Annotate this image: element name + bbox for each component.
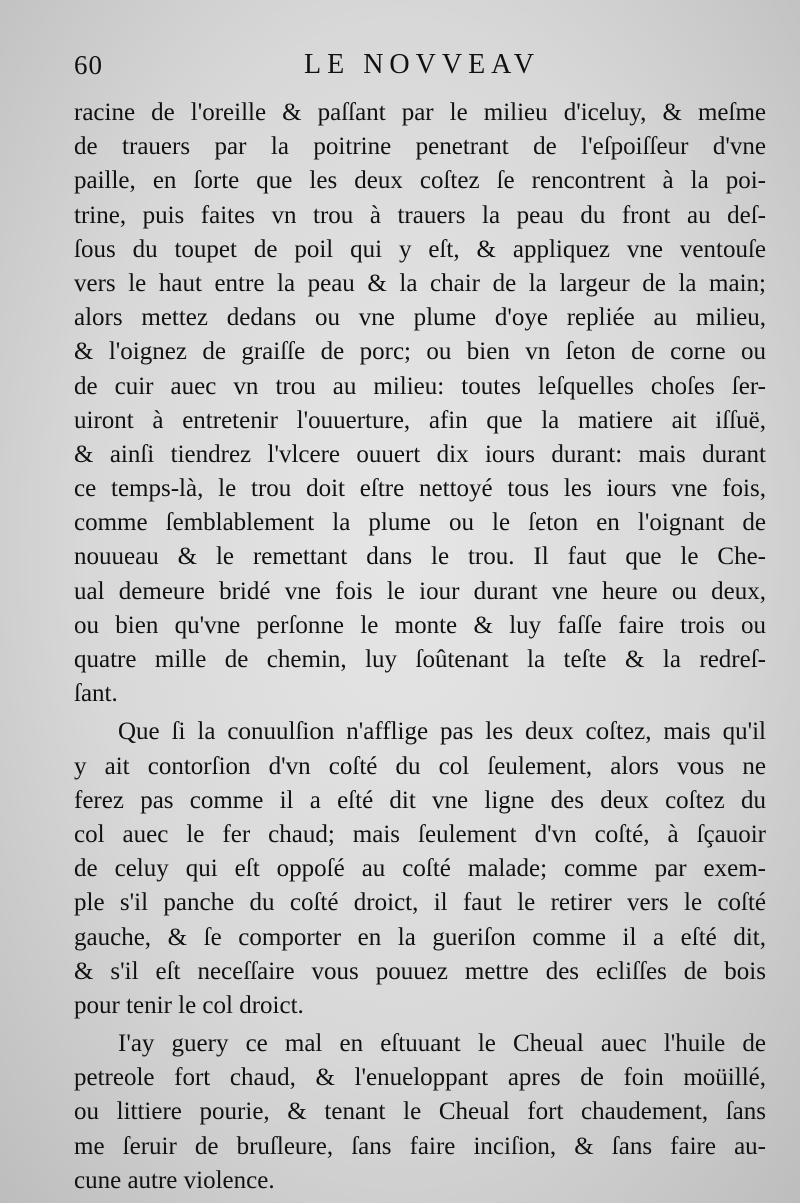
text-line: nouueau & le remettant dans le trou. Il faut que le Che-	[74, 543, 766, 571]
text-line: paille, en ſorte que les deux coſtez ſe rencontrent à la poi-	[74, 167, 766, 195]
page-number: 60	[74, 50, 103, 80]
text-line: trine, puis faites vn trou à trauers la peau du front au deſ-	[74, 201, 766, 229]
text-line: Que ſi la conuulſion n'afflige pas les deux coſtez, mais qu'il	[118, 718, 766, 746]
text-line: alors mettez dedans ou vne plume d'oye repliée au milieu,	[74, 304, 766, 332]
text-line: comme ſemblablement la plume ou le ſeton en l'oignant de	[74, 509, 766, 537]
paragraph-1	[74, 96, 766, 711]
text-line: petreole fort chaud, & l'enueloppant apres de foin moüillé,	[74, 1064, 766, 1092]
running-head: LE NOVVEAV	[303, 49, 541, 80]
body-text	[74, 96, 766, 1198]
text-line: de celuy qui eſt oppoſé au coſté malade; comme par exem-	[74, 855, 766, 883]
text-line: I'ay guery ce mal en eſtuuant le Cheual auec l'huile de	[118, 1030, 766, 1058]
text-line: cune autre violence.	[74, 1166, 275, 1194]
text-line: y ait contorſion d'vn coſté du col ſeulement, alors vous ne	[74, 752, 766, 780]
text-line: col auec le fer chaud; mais ſeulement d'vn coſté, à ſçauoir	[74, 820, 766, 848]
text-line: vers le haut entre la peau & la chair de la largeur de la main;	[74, 269, 766, 297]
text-line: gauche, & ſe comporter en la gueriſon comme il a eſté dit,	[74, 923, 766, 951]
text-line: uiront à entretenir l'ouuerture, afin que la matiere ait iſſuë,	[74, 406, 766, 434]
text-line: pour tenir le col droict.	[74, 991, 304, 1019]
text-line: me ſeruir de bruſleure, ſans faire inciſion, & ſans faire au-	[74, 1132, 766, 1160]
text-line: ce temps-là, le trou doit eſtre nettoyé tous les iours vne fois,	[74, 475, 766, 503]
text-line: & s'il eſt neceſſaire vous pouuez mettre des ecliſſes de bois	[74, 957, 766, 985]
paragraph-3	[74, 1027, 766, 1198]
text-line: de trauers par la poitrine penetrant de l'eſpoiſſeur d'vne	[74, 133, 766, 161]
text-line: ou bien qu'vne perſonne le monte & luy faſſe faire trois ou	[74, 611, 766, 639]
text-line: & ainſi tiendrez l'vlcere ouuert dix iours durant: mais durant	[74, 440, 766, 468]
text-line: ſant.	[74, 680, 118, 708]
text-line: ferez pas comme il a eſté dit vne ligne des deux coſtez du	[74, 786, 766, 814]
paragraph-2	[74, 715, 766, 1023]
text-line: racine de l'oreille & paſſant par le milieu d'iceluy, & meſme	[74, 99, 766, 126]
text-line: ual demeure bridé vne fois le iour durant vne heure ou deux,	[74, 577, 766, 605]
text-line: quatre mille de chemin, luy ſoûtenant la teſte & la redreſ-	[74, 646, 766, 673]
text-line: & l'oignez de graiſſe de porc; ou bien vn ſeton de corne ou	[74, 338, 766, 366]
text-line: de cuir auec vn trou au milieu: toutes leſquelles choſes ſer-	[74, 372, 766, 400]
text-line: ple s'il panche du coſté droict, il faut le retirer vers le coſté	[74, 889, 766, 917]
text-line: ſous du toupet de poil qui y eſt, & appliquez vne ventouſe	[74, 235, 766, 263]
text-line: ou littiere pourie, & tenant le Cheual fort chaudement, ſans	[74, 1098, 766, 1126]
